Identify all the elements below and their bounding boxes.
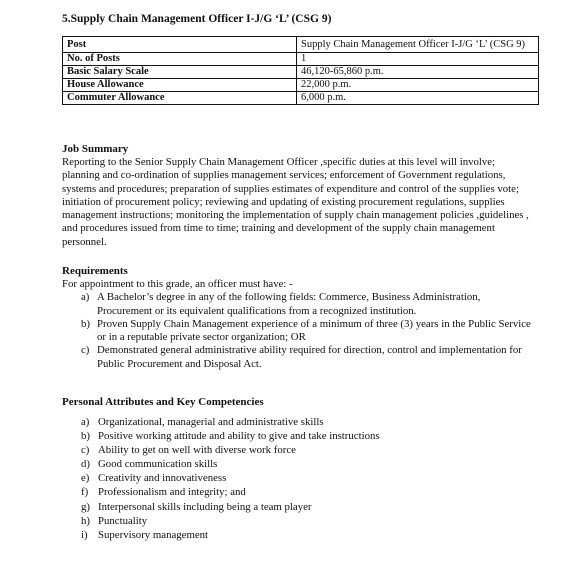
table-label: House Allowance	[63, 79, 297, 92]
requirements-intro: For appointment to this grade, an officer must have: -	[62, 278, 293, 290]
list-marker: f)	[81, 486, 89, 499]
list-item-text: Interpersonal skills including being a team player	[98, 500, 312, 513]
list-item-text: Demonstrated general administrative ability required for direction, control and implementation for Public Procurement and Disposal Act.	[97, 344, 522, 370]
list-marker: a)	[81, 416, 90, 428]
list-item-text: Proven Supply Chain Management experience of a minimum of three (3) years in the Public Service or in a reputable private sector organization; OR	[97, 317, 531, 344]
list-marker: b)	[81, 317, 90, 330]
competencies-heading: Personal Attributes and Key Competencies	[62, 396, 264, 408]
list-item	[62, 528, 532, 542]
table-label: Post	[63, 37, 297, 53]
requirements-list	[62, 291, 532, 371]
table-label: Commuter Allowance	[63, 92, 297, 105]
list-item	[62, 291, 532, 318]
requirements-section	[62, 265, 532, 371]
list-marker: d)	[81, 458, 90, 471]
table-row	[63, 92, 539, 105]
list-item-text: Punctuality	[98, 514, 148, 527]
table-label: No. of Posts	[63, 53, 297, 66]
list-item-text: Supervisory management	[98, 528, 209, 541]
list-item-text: Ability to get on well with diverse work force	[98, 444, 296, 457]
job-summary-heading: Job Summary	[62, 143, 129, 155]
table-row	[63, 66, 539, 79]
list-marker: h)	[81, 514, 90, 527]
list-item	[62, 318, 532, 345]
job-summary-section	[62, 143, 532, 249]
list-item	[62, 514, 532, 528]
list-item	[62, 500, 532, 514]
table-label: Basic Salary Scale	[63, 66, 297, 79]
list-marker: i)	[81, 528, 88, 541]
page-title: 5.Supply Chain Management Officer I-J/G ‘L’ (CSG 9)	[62, 13, 332, 25]
table-value: 22,000 p.m.	[297, 79, 539, 92]
competencies-section	[62, 396, 532, 542]
list-item	[62, 443, 532, 457]
list-item	[62, 485, 532, 499]
table-value: 46,120-65,860 p.m.	[297, 66, 539, 79]
competencies-list	[62, 415, 532, 542]
post-details-table	[62, 36, 539, 105]
table-value: 6,000 p.m.	[297, 92, 539, 105]
list-item-text: Positive working attitude and ability to give and take instructions	[98, 430, 380, 443]
job-summary-text: Reporting to the Senior Supply Chain Management Officer ,specific duties at this level will involve; planning and co-ordination of supplies management services; enforcement of Government regulations, systems and procedures; preparation of supplies estimates of expenditure and control of the supplies vote; initiation of procurement policy; reviewing and updating of existing procurement regulations, supplies management instructions; monitoring the implementation of supply chain management policies ,guidelines , and procedures issued from time to time; training and development of the supply chain management personnel.	[62, 156, 529, 248]
list-item	[62, 344, 532, 371]
table-row	[63, 37, 539, 53]
list-item	[62, 415, 532, 429]
list-item-text: Good communication skills	[98, 458, 218, 471]
requirements-heading: Requirements	[62, 265, 128, 277]
list-item-text: Creativity and innovativeness	[98, 472, 227, 485]
table-row	[63, 79, 539, 92]
list-item-text: Organizational, managerial and administrative skills	[98, 416, 324, 428]
list-marker: a)	[81, 291, 90, 304]
table-value: Supply Chain Management Officer I-J/G ‘L’ (CSG 9)	[297, 37, 539, 53]
table-value: 1	[297, 53, 539, 66]
list-item-text: A Bachelor’s degree in any of the following fields: Commerce, Business Administration, Procurement or its equivalent qualifications from a recognized institution.	[97, 291, 481, 317]
list-item	[62, 429, 532, 443]
list-marker: c)	[81, 344, 90, 357]
table-row	[63, 53, 539, 66]
list-marker: c)	[81, 444, 90, 457]
list-marker: g)	[81, 500, 90, 513]
list-item	[62, 471, 532, 485]
list-item-text: Professionalism and integrity; and	[98, 486, 246, 499]
list-item	[62, 457, 532, 471]
list-marker: e)	[81, 472, 90, 485]
list-marker: b)	[81, 430, 90, 443]
